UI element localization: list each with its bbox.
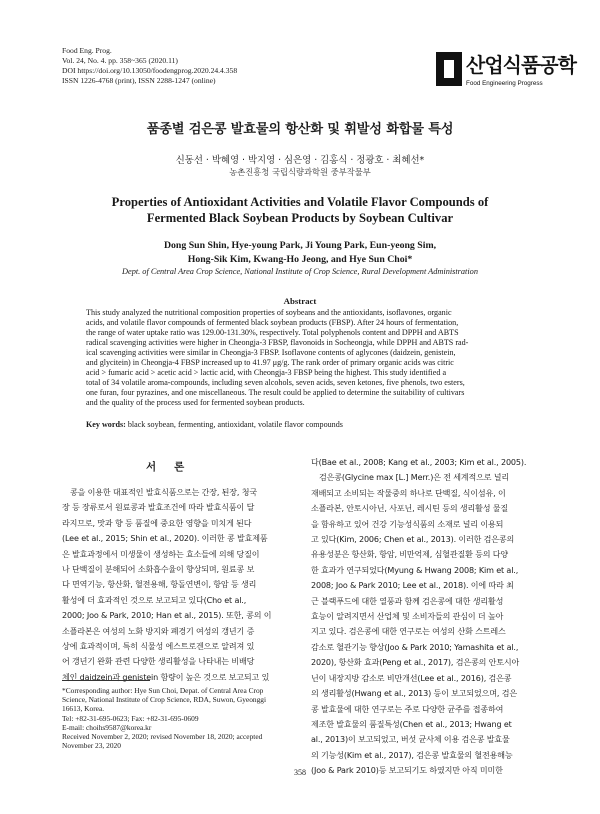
body-line: (Lee et al., 2015; Shin et al., 2020). 이러한 콩 발효제품 [62, 534, 268, 544]
body-line: 2020), 항산화 효과(Peng et al., 2017), 검은콩의 안토시아 [311, 658, 520, 668]
korean-affiliation: 농촌진흥청 국립식량과학원 중부작물부 [229, 167, 371, 177]
body-line: 효능이 알려지면서 산업체 및 소비자들의 관심이 더 높아 [311, 612, 504, 622]
body-line: 지고 있다. 검은콩에 대한 연구로는 여성의 산화 스트레스 [311, 627, 506, 637]
body-line: 고 있다(Kim, 2006; Chen et al., 2013). 이러한 검은콩의 [311, 535, 515, 545]
body-line: 의 기능성(Kim et al., 2017), 검은콩 발효물의 혈전용해능 [311, 750, 513, 760]
footnote-line: Received November 2, 2020; revised November 18, 2020; accepted [62, 732, 263, 742]
body-line: 어 갱년기 완화 관련 다양한 생리활성을 나타내는 비배당 [62, 657, 255, 667]
journal-doi: DOI https://doi.org/10.13050/foodengprog.2020.24.4.358 [62, 66, 238, 75]
footnote-line: *Corresponding author: Hye Sun Choi, Depat. of Central Area Crop [62, 686, 264, 695]
abstract-line: and glycitein) in Cheongja-4 FBSP increased up to 41.97 μg/g. The rank order of primary organic acids was citric [86, 358, 454, 367]
body-line: 다(Bae et al., 2008; Kang et al., 2003; Kim et al., 2005). [311, 458, 527, 467]
abstract-line: ical scavenging activities were similar in Cheongja-3 FBSP. Isoflavone contents of aglycones (daidzein, genistein, [86, 348, 456, 357]
english-title-line: Fermented Black Soybean Products by Soybean Cultivar [146, 211, 454, 225]
body-line: 을 함유하고 있어 건강 기능성식품의 소재로 널리 이용되 [311, 519, 504, 529]
body-line: 한 효과가 연구되었다(Myung & Hwang 2008; Kim et al., [311, 565, 519, 575]
body-line: 닌이 내장지방 감소로 비만개선(Lee et al., 2016), 검은콩 [311, 673, 512, 683]
footnote-line: Science, National Institute of Crop Science, RDA, Suwon, Gyeonggi [62, 695, 267, 705]
logo-korean-text: 산업식품공학 [466, 53, 576, 77]
body-line: 근 블랙푸드에 대한 열풍과 함께 검은콩에 대한 생리활성 [311, 596, 504, 606]
body-line: 재배되고 소비되는 작물중의 하나로 단백질, 식이섬유, 이 [311, 488, 506, 498]
body-line: 2000; Joo & Park, 2010; Han et al., 2015). 또한, 콩의 이 [62, 611, 272, 621]
abstract-body [86, 308, 518, 408]
abstract-line: total of 34 volatile aroma-compounds, including seven alcohols, seven acids, seven ketones, five phenols, two esters, [86, 378, 465, 387]
korean-title: 품종별 검은콩 발효물의 항산화 및 휘발성 화합물 특성 [146, 122, 454, 137]
logo-mark-icon [436, 52, 462, 86]
body-line: 장 등 장류로서 원료콩과 발효조건에 따라 발효식품이 달 [62, 503, 255, 513]
body-line: 제조한 발효물의 품질특성(Chen et al., 2013; Hwang et [311, 719, 512, 729]
abstract-line: one furan, four pyrazines, and one miscellaneous. The result could be applied to determine the suitability of cultivars [86, 388, 465, 397]
section-heading: 서론 [146, 461, 203, 473]
english-title [0, 194, 600, 226]
abstract-line: acids, and volatile flavor compounds of fermented black soybean products (FBSP). After 24 hours of fermentation, [86, 318, 459, 327]
body-line: 활성에 더 효과적인 것으로 보고되고 있다(Cho et al., [62, 595, 247, 605]
footnote-divider [62, 680, 150, 681]
body-line: 콩을 이용한 대표적인 발효식품으로는 간장, 된장, 청국 [70, 488, 257, 497]
body-line: 체인 daidzein과 genistein 함량이 높은 것으로 보고되고 있 [62, 672, 270, 682]
body-line: 나 단백질이 분해되어 소화흡수율이 향상되며, 원료콩 보 [62, 565, 255, 575]
footnote-line: November 23, 2020 [62, 741, 121, 751]
english-authors-line: Hong-Sik Kim, Kwang-Ho Jeong, and Hye Sun Choi* [187, 254, 413, 265]
abstract-line: This study analyzed the nutritional composition properties of soybeans and the antioxidants, isoflavones, organic [86, 308, 452, 317]
body-line: 의 생리활성(Hwang et al., 2013) 등이 보고되었으며, 검은 [311, 689, 517, 699]
page-number: 358 [294, 768, 306, 777]
journal-name: Food Eng. Prog. [62, 46, 112, 55]
english-affiliation: Dept. of Central Area Crop Science, National Institute of Crop Science, Rural Development Administration [122, 267, 478, 276]
body-line: al., 2013)이 보고되었고, 버섯 균사체 이용 검은콩 발효물 [311, 735, 510, 745]
keywords [86, 420, 343, 429]
left-column [62, 485, 302, 685]
body-line: 검은콩(Glycine max [L.] Merr.)은 전 세계적으로 널리 [319, 473, 510, 483]
body-line: 상에 효과적이며, 특히 식물성 에스트로겐으로 알려져 있 [62, 642, 255, 652]
footnote-line: Tel: +82-31-695-0623; Fax: +82-31-695-0609 [62, 713, 199, 723]
body-line: 감소로 혈관기능 향상(Joo & Park 2010; Yamashita et al., [311, 642, 519, 652]
abstract-line: radical scavenging activities were higher in Cheongja-3 FBSP, flavonoids in Socheongja, while DPPH and ABTS rad- [86, 338, 469, 347]
corresponding-author-footnote [62, 686, 302, 750]
keywords-label: Key words: [86, 420, 126, 429]
body-line: 유용성분은 항산화, 항암, 비만억제, 심혈관질환 등의 다양 [311, 550, 509, 560]
abstract-line: the range of water uptake ratio was 129.00-131.30%, respectively. Total polyphenols content and DPPH and ABTS [86, 328, 459, 337]
body-line: 다 면역기능, 항산화, 혈전용해, 항돌연변이, 항암 등 생리 [62, 580, 257, 590]
journal-volume: Vol. 24, No. 4. pp. 358~365 (2020.11) [62, 56, 178, 65]
english-authors-line: Dong Sun Shin, Hye-young Park, Ji Young Park, Eun-yeong Sim, [163, 240, 437, 251]
english-authors [0, 239, 600, 267]
body-line: 라지므로, 맛과 향 등 품질에 중요한 영향을 미치게 된다 [62, 518, 252, 528]
body-line: (Joo & Park 2010)등 보고되기도 하였지만 아직 미미한 [311, 766, 503, 776]
body-line: 콩 발효물에 대한 연구로는 주로 다양한 균주를 접종하여 [311, 704, 504, 714]
logo-english-text: Food Engineering Progress [466, 80, 543, 87]
body-line: 소플라본은 여성의 노화 방지와 폐경기 여성의 갱년기 증 [62, 626, 255, 636]
english-title-line: Properties of Antioxidant Activities and Volatile Flavor Compounds of [111, 195, 489, 209]
right-column [311, 455, 551, 779]
keywords-text: black soybean, fermenting, antioxidant, volatile flavor compounds [127, 420, 343, 429]
body-line: 2008; Joo & Park 2010; Lee et al., 2018). 이에 따라 최 [311, 581, 514, 591]
footnote-line: E-mail: choihs9587@korea.kr [62, 722, 152, 732]
journal-logo [436, 50, 576, 96]
abstract-heading: Abstract [283, 296, 317, 306]
journal-issn: ISSN 1226-4768 (print), ISSN 2288-1247 (online) [62, 76, 216, 85]
body-line: 은 발효과정에서 미생물이 생성하는 효소들에 의해 당질이 [62, 549, 260, 559]
footnote-line: 16613, Korea. [62, 704, 105, 714]
body-line: 소플라본, 안토시아닌, 사포닌, 레시틴 등의 생리활성 물질 [311, 504, 509, 514]
abstract-line: acid > fumaric acid > acetic acid > lactic acid, with Cheongja-3 FBSP being the highest. This study identified a [86, 368, 447, 377]
korean-authors: 신동선 · 박혜영 · 박지영 · 심은영 · 김홍식 · 정광호 · 최혜선* [175, 155, 425, 166]
abstract-line: and the quality of the process used for fermented soybean products. [86, 398, 305, 407]
